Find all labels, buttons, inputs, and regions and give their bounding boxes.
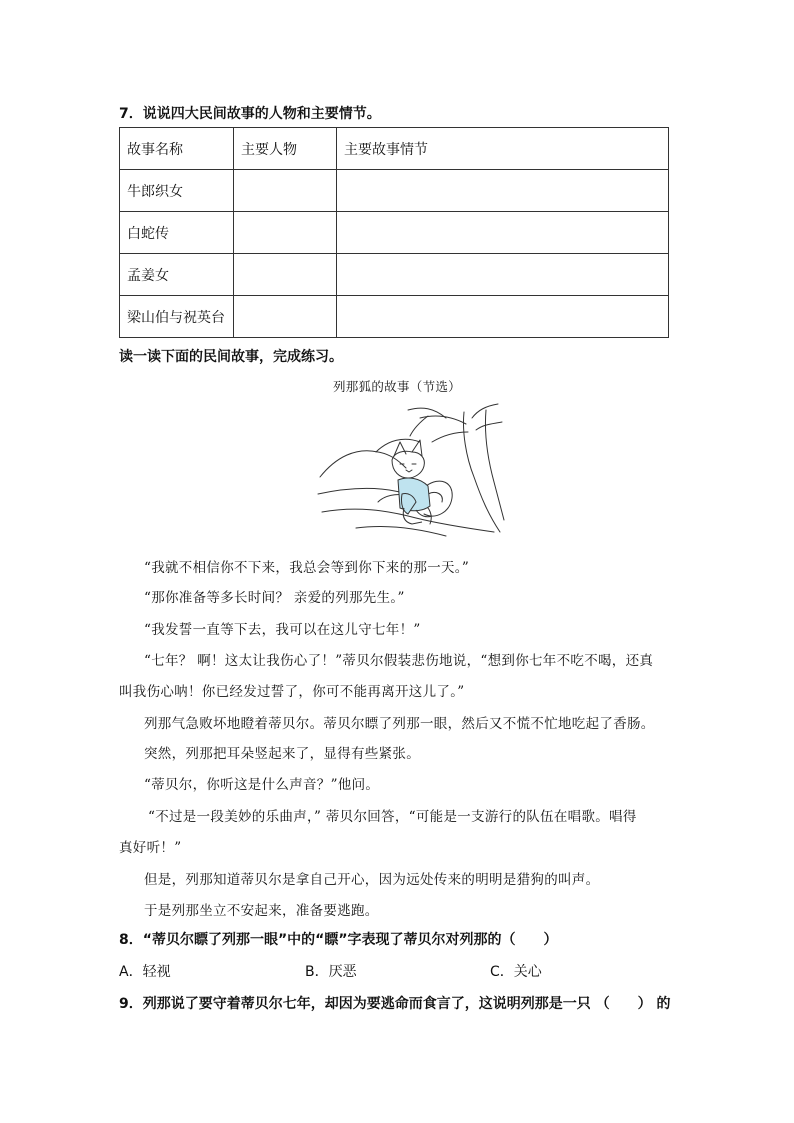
header-cell: 主要人物 — [234, 128, 337, 170]
answer-cell[interactable] — [234, 212, 337, 254]
q8-option-c[interactable]: C．关心 — [490, 964, 542, 980]
story-paragraph: “我就不相信你不下来，我总会等到你下来的那一天。” — [144, 560, 470, 576]
table-row — [120, 296, 669, 338]
story-paragraph: “不过是一段美妙的乐曲声，” 蒂贝尔回答，“可能是一支游行的队伍在唱歌。唱得 — [148, 809, 637, 825]
story-table — [119, 127, 669, 338]
q9-title: 9．列那说了要守着蒂贝尔七年，却因为要逃命而食言了，这说明列那是一只 （ ） 的 — [119, 996, 671, 1012]
q8-text: 8．“蒂贝尔瞟了列那一眼”中的“瞟”字表现了蒂贝尔对列那的（ ） — [119, 932, 558, 948]
answer-cell[interactable] — [337, 170, 669, 212]
answer-cell[interactable] — [234, 296, 337, 338]
answer-cell[interactable] — [337, 212, 669, 254]
table-row — [120, 170, 669, 212]
story-name-cell: 孟姜女 — [120, 254, 234, 296]
answer-cell[interactable] — [234, 170, 337, 212]
story-paragraph: “我发誓一直等下去，我可以在这儿守七年！” — [144, 622, 421, 638]
story-paragraph: 列那气急败坏地瞪着蒂贝尔。蒂贝尔瞟了列那一眼，然后又不慌不忙地吃起了香肠。 — [144, 716, 655, 732]
table-header-row — [120, 128, 669, 170]
answer-cell[interactable] — [234, 254, 337, 296]
story-paragraph: “七年？ 啊！这太让我伤心了！”蒂贝尔假装悲伤地说，“想到你七年不吃不喝，还真 — [144, 653, 654, 669]
story-name-cell: 牛郎织女 — [120, 170, 234, 212]
fox-illustration — [316, 402, 506, 540]
answer-cell[interactable] — [337, 254, 669, 296]
story-paragraph: “那你准备等多长时间？ 亲爱的列那先生。” — [144, 590, 405, 606]
story-paragraph: 但是，列那知道蒂贝尔是拿自己开心，因为远处传来的明明是猎狗的叫声。 — [144, 872, 600, 888]
story-paragraph: “蒂贝尔，你听这是什么声音？”他问。 — [144, 777, 380, 793]
story-name-cell: 梁山伯与祝英台 — [120, 296, 234, 338]
story-paragraph: 于是列那坐立不安起来，准备要逃跑。 — [144, 903, 379, 919]
q8-option-a[interactable]: A．轻视 — [119, 964, 171, 980]
story-paragraph: 突然，列那把耳朵竖起来了，显得有些紧张。 — [144, 746, 420, 762]
story-paragraph: 真好听！” — [119, 840, 182, 856]
q8-title — [119, 929, 558, 949]
story-title: 列那狐的故事（节选） — [332, 379, 461, 394]
reading-instruction: 读一读下面的民间故事，完成练习。 — [119, 349, 343, 365]
table-row — [120, 254, 669, 296]
q7-title: 7．说说四大民间故事的人物和主要情节。 — [119, 106, 381, 122]
answer-cell[interactable] — [337, 296, 669, 338]
table-row — [120, 212, 669, 254]
story-name-cell: 白蛇传 — [120, 212, 234, 254]
header-cell: 主要故事情节 — [337, 128, 669, 170]
q8-option-b[interactable]: B．厌恶 — [305, 964, 357, 980]
header-cell: 故事名称 — [120, 128, 234, 170]
story-paragraph: 叫我伤心呐！你已经发过誓了，你可不能再离开这儿了。” — [119, 684, 465, 700]
